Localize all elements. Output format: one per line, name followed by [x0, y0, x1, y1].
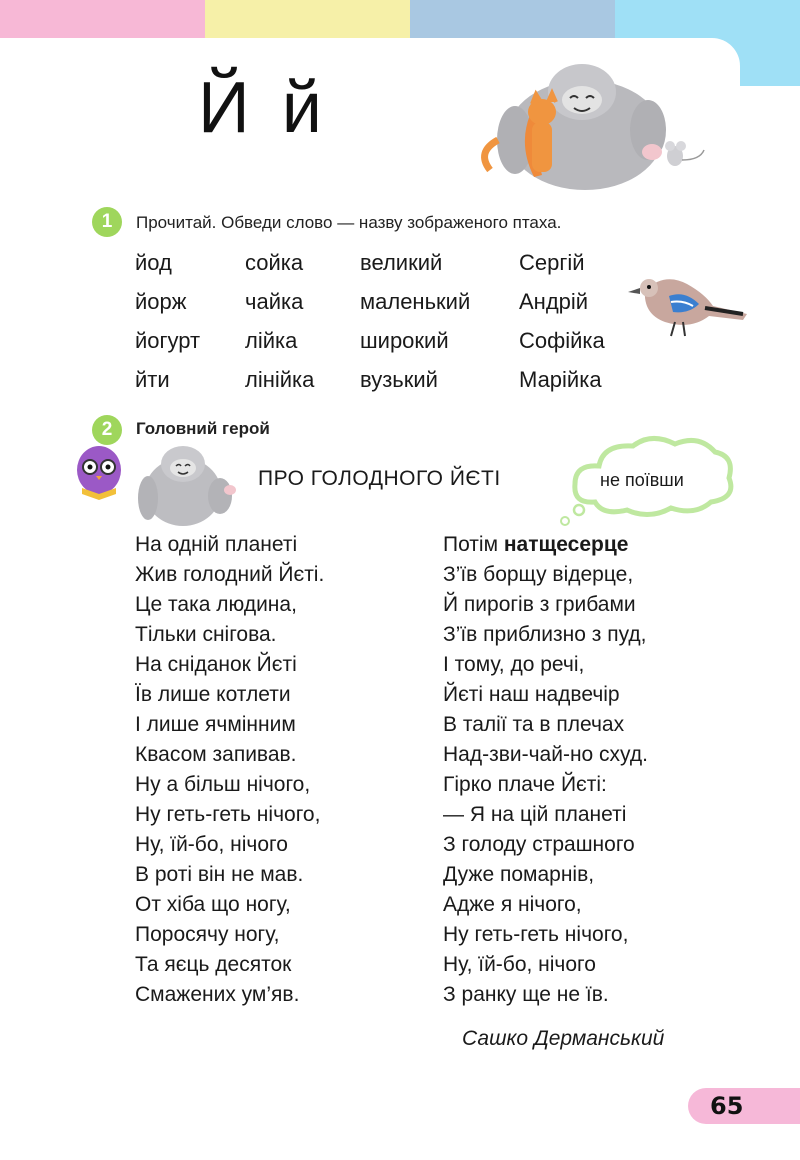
word-item[interactable]: маленький: [360, 289, 471, 314]
word-item[interactable]: лінійка: [245, 367, 315, 392]
poem-line: В роті він не мав.: [135, 863, 304, 886]
header-strip-yellow: [205, 0, 410, 38]
poem-line: Жив голодний Йєті.: [135, 563, 325, 586]
letter-heading: Й й: [198, 68, 328, 148]
poem-line: На одній планеті: [135, 533, 298, 556]
poem-title: ПРО ГОЛОДНОГО ЙЄТІ: [258, 467, 501, 490]
poem-line-prefix: Потім: [443, 533, 504, 556]
poem-author: Сашко Дерманський: [462, 1027, 665, 1050]
word-item[interactable]: йогурт: [135, 328, 201, 353]
poem-bold-word: натщесерце: [503, 533, 629, 556]
poem-line: Адже я нічого,: [443, 893, 582, 916]
poem-line: Тільки снігова.: [135, 623, 277, 646]
word-item[interactable]: Марійка: [519, 367, 602, 392]
word-item[interactable]: вузький: [360, 367, 438, 392]
poem-line: Ну геть-геть нічого,: [135, 803, 321, 826]
poem-line: Квасом запивав.: [135, 743, 297, 766]
poem-line: Це така людина,: [135, 593, 297, 616]
poem-line: І лише ячмінним: [135, 713, 296, 736]
word-item[interactable]: лійка: [245, 328, 298, 353]
owl-reader-icon: [74, 440, 124, 504]
header-strip-blue: [410, 0, 615, 38]
poem-line: Дуже помарнів,: [443, 863, 595, 886]
word-item[interactable]: йорж: [135, 289, 187, 314]
poem-line: Йєті наш надвечір: [443, 683, 620, 706]
task-1-instruction: Прочитай. Обведи слово — назву зображеного птаха.: [136, 213, 562, 232]
word-item[interactable]: Сергій: [519, 250, 585, 275]
poem-line: В талії та в плечах: [443, 713, 625, 736]
yeti-small-illustration: [128, 440, 248, 530]
jay-bird-illustration: [625, 268, 750, 343]
poem-column-left: [135, 530, 324, 1010]
poem-line: [443, 530, 648, 560]
poem-line: Гірко плаче Йєті:: [443, 773, 607, 796]
word-item[interactable]: чайка: [245, 289, 304, 314]
poem-line: З голоду страшного: [443, 833, 635, 856]
task-2-heading: Головний герой: [136, 419, 270, 438]
poem-line: — Я на цій планеті: [443, 803, 627, 826]
poem-line: Ну геть-геть нічого,: [443, 923, 629, 946]
poem-line: З’їв борщу відерце,: [443, 563, 634, 586]
page-number-tab: [688, 1088, 800, 1124]
poem-line: Поросячу ногу,: [135, 923, 280, 946]
poem-line: На сніданок Йєті: [135, 653, 297, 676]
yeti-with-cat-illustration: [470, 60, 715, 190]
poem-line: Ну, їй-бо, нічого: [135, 833, 288, 856]
word-item[interactable]: сойка: [245, 250, 304, 275]
poem-line: З ранку ще не їв.: [443, 983, 609, 1006]
poem-line: От хіба що ногу,: [135, 893, 291, 916]
word-item[interactable]: великий: [360, 250, 443, 275]
word-item[interactable]: Софійка: [519, 328, 605, 353]
header-strip-pink: [0, 0, 205, 38]
task-1-badge: 1: [92, 207, 122, 237]
word-item[interactable]: йод: [135, 250, 172, 275]
task-2-badge: 2: [92, 415, 122, 445]
poem-line: Ну, їй-бо, нічого: [443, 953, 596, 976]
poem-line: З’їв приблизно з пуд,: [443, 623, 647, 646]
poem-line: Та яєць десяток: [135, 953, 292, 976]
poem-line: Ну а більш нічого,: [135, 773, 311, 796]
word-item[interactable]: йти: [135, 367, 170, 392]
cloud-text: не поївши: [600, 470, 684, 490]
poem-line: І тому, до речі,: [443, 653, 585, 676]
poem-line: Їв лише котлети: [135, 683, 291, 706]
poem-line: Над-зви-чай-но схуд.: [443, 743, 648, 766]
poem-column-right: [443, 530, 648, 1010]
word-item[interactable]: широкий: [360, 328, 449, 353]
poem-line: Й пирогів з грибами: [443, 593, 636, 616]
word-item[interactable]: Андрій: [519, 289, 589, 314]
page-number: 65: [710, 1092, 744, 1120]
poem-line: Смажених ум’яв.: [135, 983, 300, 1006]
